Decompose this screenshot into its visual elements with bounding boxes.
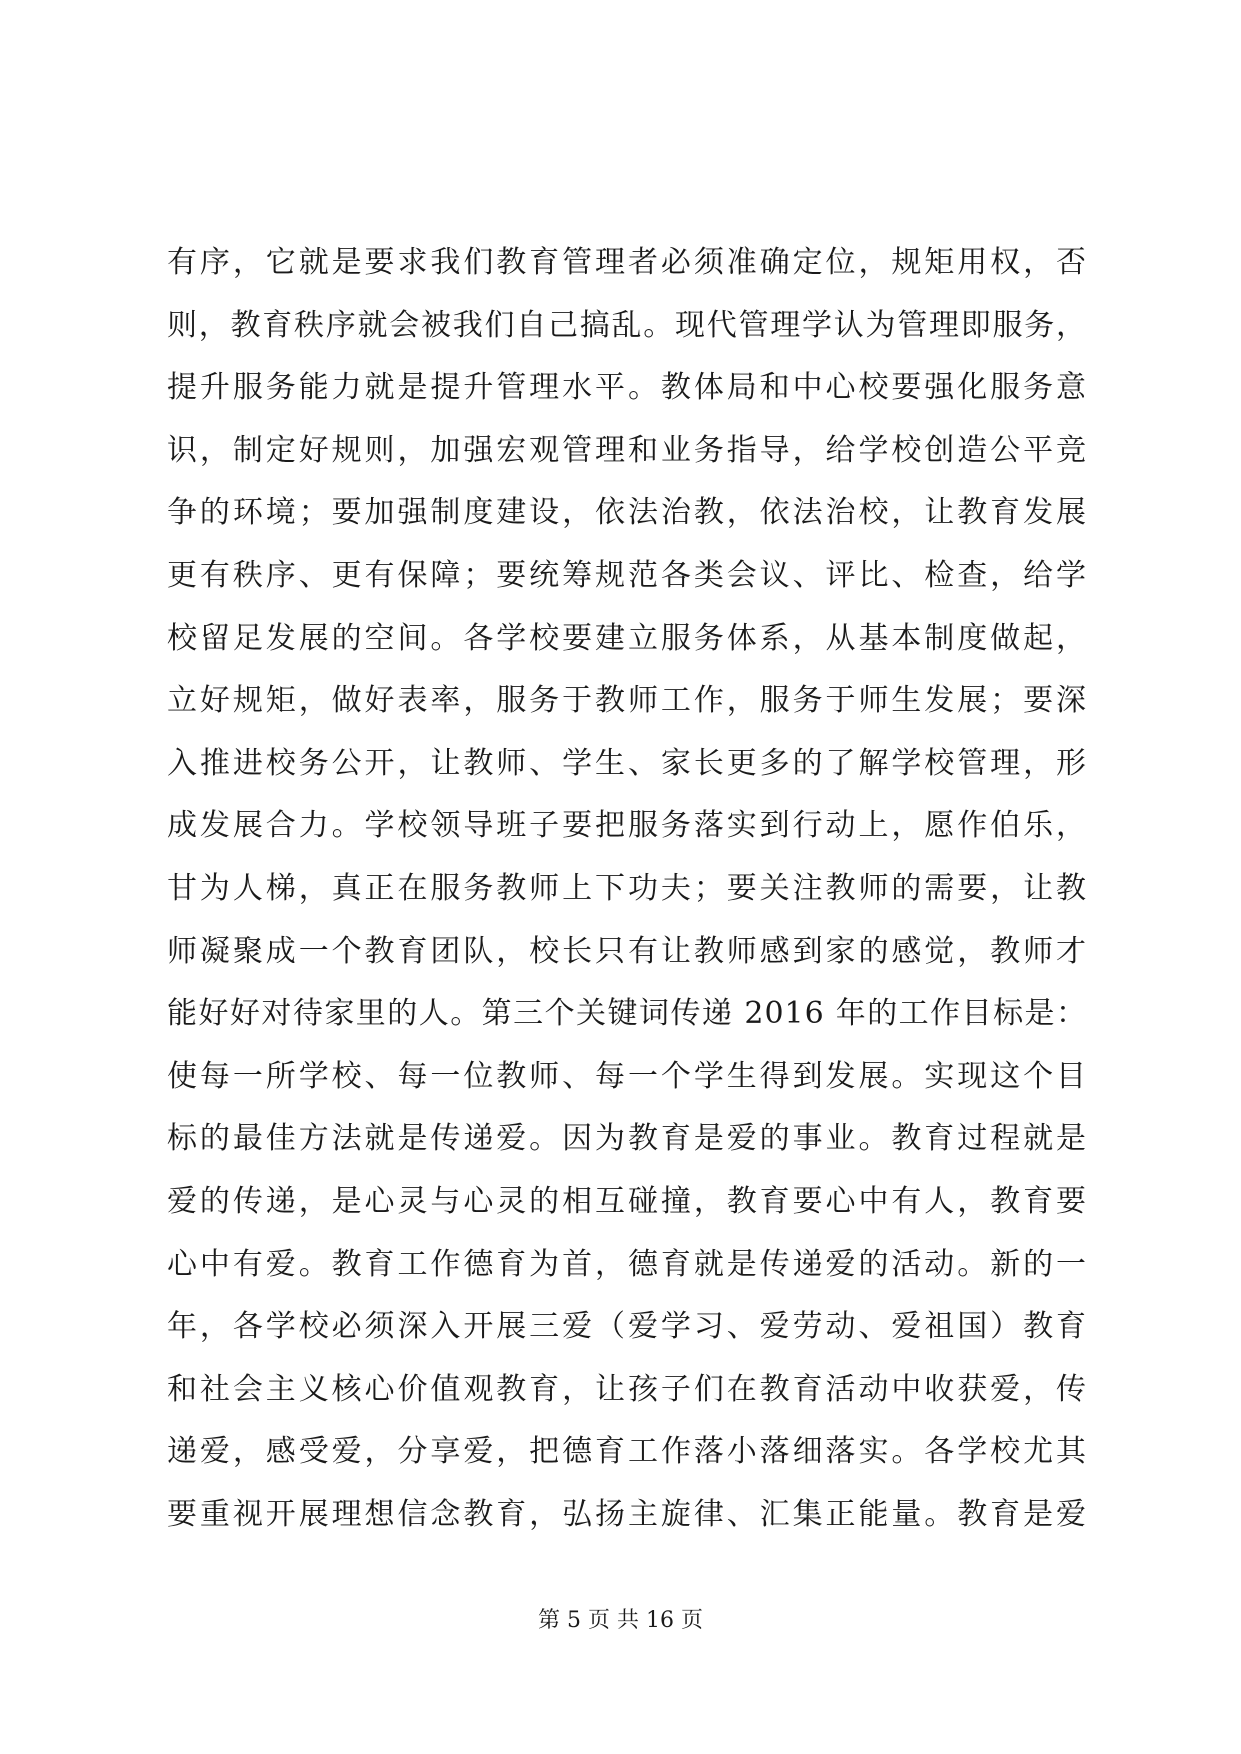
text-line: 使每一所学校、每一位教师、每一个学生得到发展。实现这个目 [167, 1058, 1087, 1094]
text-line: 师凝聚成一个教育团队，校长只有让教师感到家的感觉，教师才 [167, 933, 1087, 969]
text-line: 成发展合力。学校领导班子要把服务落实到行动上，愿作伯乐， [167, 808, 1087, 844]
text-line: 提升服务能力就是提升管理水平。教体局和中心校要强化服务意 [167, 370, 1087, 406]
text-line: 心中有爱。教育工作德育为首，德育就是传递爱的活动。新的一 [167, 1246, 1087, 1282]
text-line: 识，制定好规则，加强宏观管理和业务指导，给学校创造公平竞 [167, 432, 1087, 468]
text-line: 递爱，感受爱，分享爱，把德育工作落小落细落实。各学校尤其 [167, 1434, 1087, 1470]
text-line: 争的环境；要加强制度建设，依法治教，依法治校，让教育发展 [167, 495, 1087, 531]
text-line: 入推进校务公开，让教师、学生、家长更多的了解学校管理，形 [167, 745, 1087, 781]
text-line: 标的最佳方法就是传递爱。因为教育是爱的事业。教育过程就是 [167, 1121, 1087, 1157]
page-number-footer: 第 5 页 共 16 页 [538, 1608, 703, 1633]
text-line: 爱的传递，是心灵与心灵的相互碰撞，教育要心中有人，教育要 [167, 1183, 1087, 1219]
text-line: 和社会主义核心价值观教育，让孩子们在教育活动中收获爱，传 [167, 1371, 1087, 1407]
text-line: 有序，它就是要求我们教育管理者必须准确定位，规矩用权，否 [167, 245, 1087, 280]
text-line: 要重视开展理想信念教育，弘扬主旋律、汇集正能量。教育是爱 [167, 1496, 1087, 1532]
text-line: 则，教育秩序就会被我们自己搞乱。现代管理学认为管理即服务， [167, 307, 1087, 343]
body-text [167, 232, 1087, 1546]
text-line: 甘为人梯，真正在服务教师上下功夫；要关注教师的需要，让教 [167, 870, 1087, 906]
text-line: 立好规矩，做好表率，服务于教师工作，服务于师生发展；要深 [167, 683, 1087, 719]
text-line: 能好好对待家里的人。第三个关键词传递 2016 年的工作目标是： [167, 996, 1087, 1032]
text-line: 年，各学校必须深入开展三爱（爱学习、爱劳动、爱祖国）教育 [167, 1309, 1087, 1345]
text-line: 校留足发展的空间。各学校要建立服务体系，从基本制度做起， [167, 620, 1087, 656]
text-line: 更有秩序、更有保障；要统筹规范各类会议、评比、检查，给学 [167, 557, 1087, 593]
